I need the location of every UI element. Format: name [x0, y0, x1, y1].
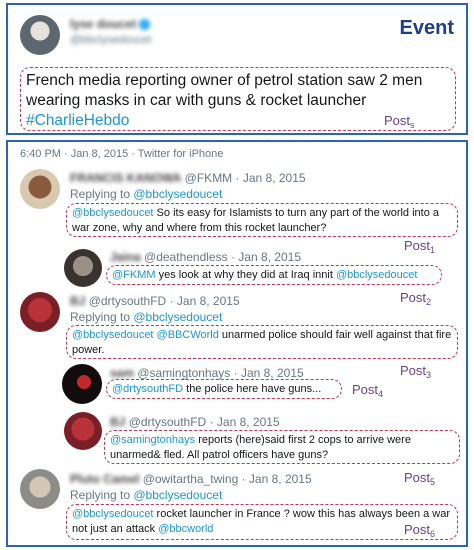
mention-link[interactable]: @drtysouthFD	[112, 383, 184, 395]
reply-header	[110, 250, 301, 264]
reply-date: · Jan 8, 2015	[230, 366, 304, 380]
reply-date: · Jan 8, 2015	[238, 472, 312, 486]
reply-header	[110, 366, 304, 380]
reply-author-name[interactable]: BJ	[70, 294, 86, 308]
reply-text: @bbclysedoucet @BBCWorld unarmed police should fair well against that fire power.	[72, 329, 452, 356]
reply-author-handle[interactable]: @FKMM	[184, 171, 233, 185]
event-author-avatar[interactable]	[20, 15, 60, 55]
reply-avatar[interactable]	[64, 249, 102, 287]
reply-avatar[interactable]	[62, 364, 102, 404]
mention-link[interactable]: @FKMM	[112, 269, 156, 281]
replying-to: Replying to @bbclysedoucet	[70, 488, 223, 502]
event-title: Event	[399, 17, 454, 39]
post-label: Post$_3$	[400, 363, 432, 380]
post-label: Post$_6$	[404, 522, 436, 539]
reply-author-name[interactable]: sam	[110, 366, 135, 380]
reply-author-handle[interactable]: @deathendless	[144, 250, 228, 264]
reply-header	[110, 415, 280, 429]
mention-link[interactable]: @bbclysedoucet	[335, 269, 418, 281]
event-author-handle[interactable]: @bbclysedoucet	[70, 34, 152, 46]
replying-to: Replying to @bbclysedoucet	[70, 310, 223, 324]
reply-text: @bbclysedoucet So its easy for Islamists to turn any part of the world into a war zone, why and where from this rocket launcher?	[72, 207, 440, 234]
reply-avatar[interactable]	[20, 469, 60, 509]
hashtag-link[interactable]: #CharlieHebdo	[26, 112, 130, 129]
reply-author-handle[interactable]: @owitartha_twing	[142, 472, 239, 486]
reply-text: @FKMM yes look at why they did at Iraq innit @bbclysedoucet	[112, 269, 418, 281]
reply-author-name[interactable]: Pluto Camel	[70, 472, 140, 486]
mention-link[interactable]: @bbclysedoucet	[72, 508, 154, 520]
reply-author-handle[interactable]: @drtysouthFD	[88, 294, 167, 308]
mention-link[interactable]: @samingtonhays	[110, 434, 196, 446]
reply-avatar[interactable]	[20, 292, 60, 332]
reply-to-link[interactable]: @bbclysedoucet	[133, 310, 223, 324]
reply-author-handle[interactable]: @drtysouthFD	[128, 415, 207, 429]
reply-text: @samingtonhays reports (here)said first 2 cops to arrive were unarmed& fled. All patrol officers have guns?	[110, 434, 411, 461]
reply-text: @drtysouthFD the police here have guns...	[112, 383, 322, 395]
reply-text: @bbclysedoucet rocket launcher in France ? wow this has always been a war not just an attack @bbcworld	[72, 508, 451, 535]
thread-panel	[6, 140, 468, 547]
event-tweet-text: French media reporting owner of petrol station saw 2 men wearing masks in car with guns & rocket launcher #CharlieHebdo	[26, 72, 423, 129]
reply-header	[70, 171, 306, 185]
reply-author-handle[interactable]: @samingtonhays	[137, 366, 231, 380]
reply-avatar[interactable]	[20, 169, 60, 209]
event-panel	[6, 3, 468, 135]
post-label: Post$_4$	[352, 382, 384, 399]
reply-header	[70, 294, 240, 308]
post-label: Post$_2$	[400, 290, 432, 307]
reply-to-link[interactable]: @bbclysedoucet	[133, 488, 223, 502]
mention-link[interactable]: @bbcworld	[158, 523, 214, 535]
post-label: Post$_1$	[404, 238, 436, 255]
reply-author-name[interactable]: BJ	[110, 415, 126, 429]
post-label: Post$_5$	[404, 470, 436, 487]
reply-avatar[interactable]	[64, 412, 102, 450]
reply-date: · Jan 8, 2015	[206, 415, 280, 429]
replying-to: Replying to @bbclysedoucet	[70, 187, 223, 201]
event-author-name[interactable]: lyse doucet ✓	[70, 17, 150, 31]
reply-header	[70, 472, 312, 486]
reply-date: · Jan 8, 2015	[166, 294, 240, 308]
reply-date: · Jan 8, 2015	[227, 250, 301, 264]
reply-author-name[interactable]: Jaina	[110, 250, 141, 264]
event-post-label: Post$_s$	[384, 113, 415, 130]
mention-link[interactable]: @bbclysedoucet	[72, 207, 154, 219]
reply-date: · Jan 8, 2015	[232, 171, 306, 185]
mention-link[interactable]: @bbclysedoucet @BBCWorld	[72, 329, 219, 341]
reply-to-link[interactable]: @bbclysedoucet	[133, 187, 223, 201]
verified-badge-icon: ✓	[139, 19, 150, 30]
tweet-timestamp: 6:40 PM · Jan 8, 2015 · Twitter for iPhone	[20, 148, 224, 160]
reply-author-name[interactable]: FRANCIS KANOWA	[70, 171, 182, 185]
